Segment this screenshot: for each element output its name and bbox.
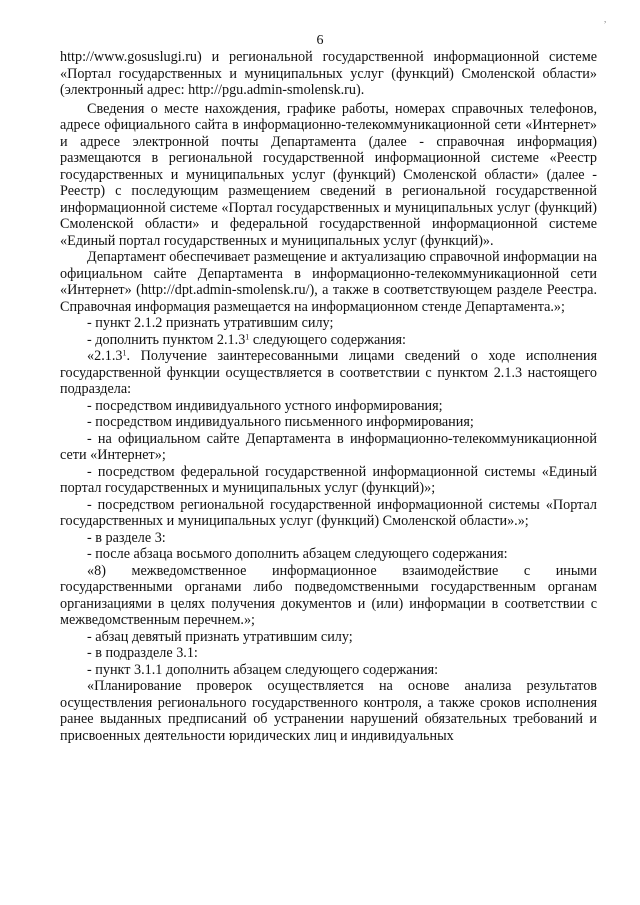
paragraph-subsection-3-1: - в подразделе 3.1: — [87, 645, 198, 661]
paragraph-ninth-repeal: - абзац девятый признать утратившим силу; — [87, 628, 353, 645]
paragraph-add-2-1-3-1 — [60, 332, 597, 349]
paragraph-gosuslugi-links: http://www.gosuslugi.ru) и региональной государственной информационной системе «Портал государственных и муниципальных услуг (функций) Смоленской области» (электронный адрес: http://pgu.admin-smolensk.ru). — [60, 49, 597, 98]
paragraph-after-eighth: - после абзаца восьмого дополнить абзацем следующего содержания: — [87, 546, 508, 562]
paragraph-2-1-2-repeal: - пункт 2.1.2 признать утратившим силу; — [87, 315, 334, 331]
superscript: 1 — [122, 348, 127, 358]
list-item-written: - посредством индивидуального письменного информирования; — [87, 414, 474, 430]
paragraph-reference-info: Сведения о месте нахождения, графике работы, номерах справочных телефонов, адресе официального сайта в информационно-телекоммуникационной сети «Интернет» и адресе электронной почты Департамента (далее - справочная информация) размещаются в региональной государственной информационной системе «Реестр государственных и муниципальных услуг (функций) Смоленской области» (далее - Реестр) с последующим размещением сведений в региональной государственной информационной системе «Портал государственных и муниципальных услуг (функций) Смоленской области» и федеральной государственной информационной системе «Единый портал государственных и муниципальных услуг (функций)». — [60, 100, 597, 249]
superscript: 1 — [245, 332, 250, 342]
page-number: 6 — [316, 33, 324, 48]
paragraph-2-1-3-1-text — [60, 348, 597, 398]
paragraph-planning: «Планирование проверок осуществляется на основе анализа результатов осуществления регионального государственного контроля, а также сроков исполнения ранее выданных предписаний об устранении нарушений обязательных требований и присвоенных деятельности юридических лиц и индивидуальных — [60, 678, 597, 744]
list-item-oral: - посредством индивидуального устного информирования; — [87, 397, 443, 414]
text-part: «2.1.3 — [87, 348, 123, 364]
text-part: - дополнить пунктом 2.1.3 — [87, 331, 246, 348]
paragraph-section-3: - в разделе 3: — [87, 529, 166, 546]
paragraph-department-site: Департамент обеспечивает размещение и актуализацию справочной информации на официальном сайте Департамента в информационно-телекоммуникационной сети «Интернет» (http://dpt.admin-smolensk.ru/), а также в соответствующем разделе Реестра. Справочная информация размещается на информационном стенде Департамента.»; — [60, 249, 597, 315]
list-item-federal-portal: - посредством федеральной государственной информационной системы «Единый портал государственных и муниципальных услуг (функций)»; — [60, 463, 597, 496]
paragraph-interagency: «8) межведомственное информационное взаимодействие с иными государственными органами либо подведомственными государственным органам организациями в целях получения документов и (или) информации в соответствии с межведомственным перечнем.»; — [60, 562, 597, 628]
list-item-regional-portal: - посредством региональной государственной информационной системы «Портал государственных и муниципальных услуг (функций) Смоленской области».»; — [60, 496, 597, 529]
text-part: следующего содержания: — [249, 331, 406, 348]
paragraph-3-1-1-add: - пункт 3.1.1 дополнить абзацем следующего содержания: — [87, 661, 439, 678]
text-part: . Получение заинтересованными лицами сведений о ходе исполнения государственной функции осуществляется в соответствии с пунктом 2.1.3 настоящего подраздела: — [60, 348, 597, 397]
list-item-official-site: - на официальном сайте Департамента в информационно-телекоммуникационной сети «Интернет»; — [60, 430, 597, 463]
document-body — [60, 49, 597, 744]
scan-corner-mark: , — [604, 14, 607, 24]
